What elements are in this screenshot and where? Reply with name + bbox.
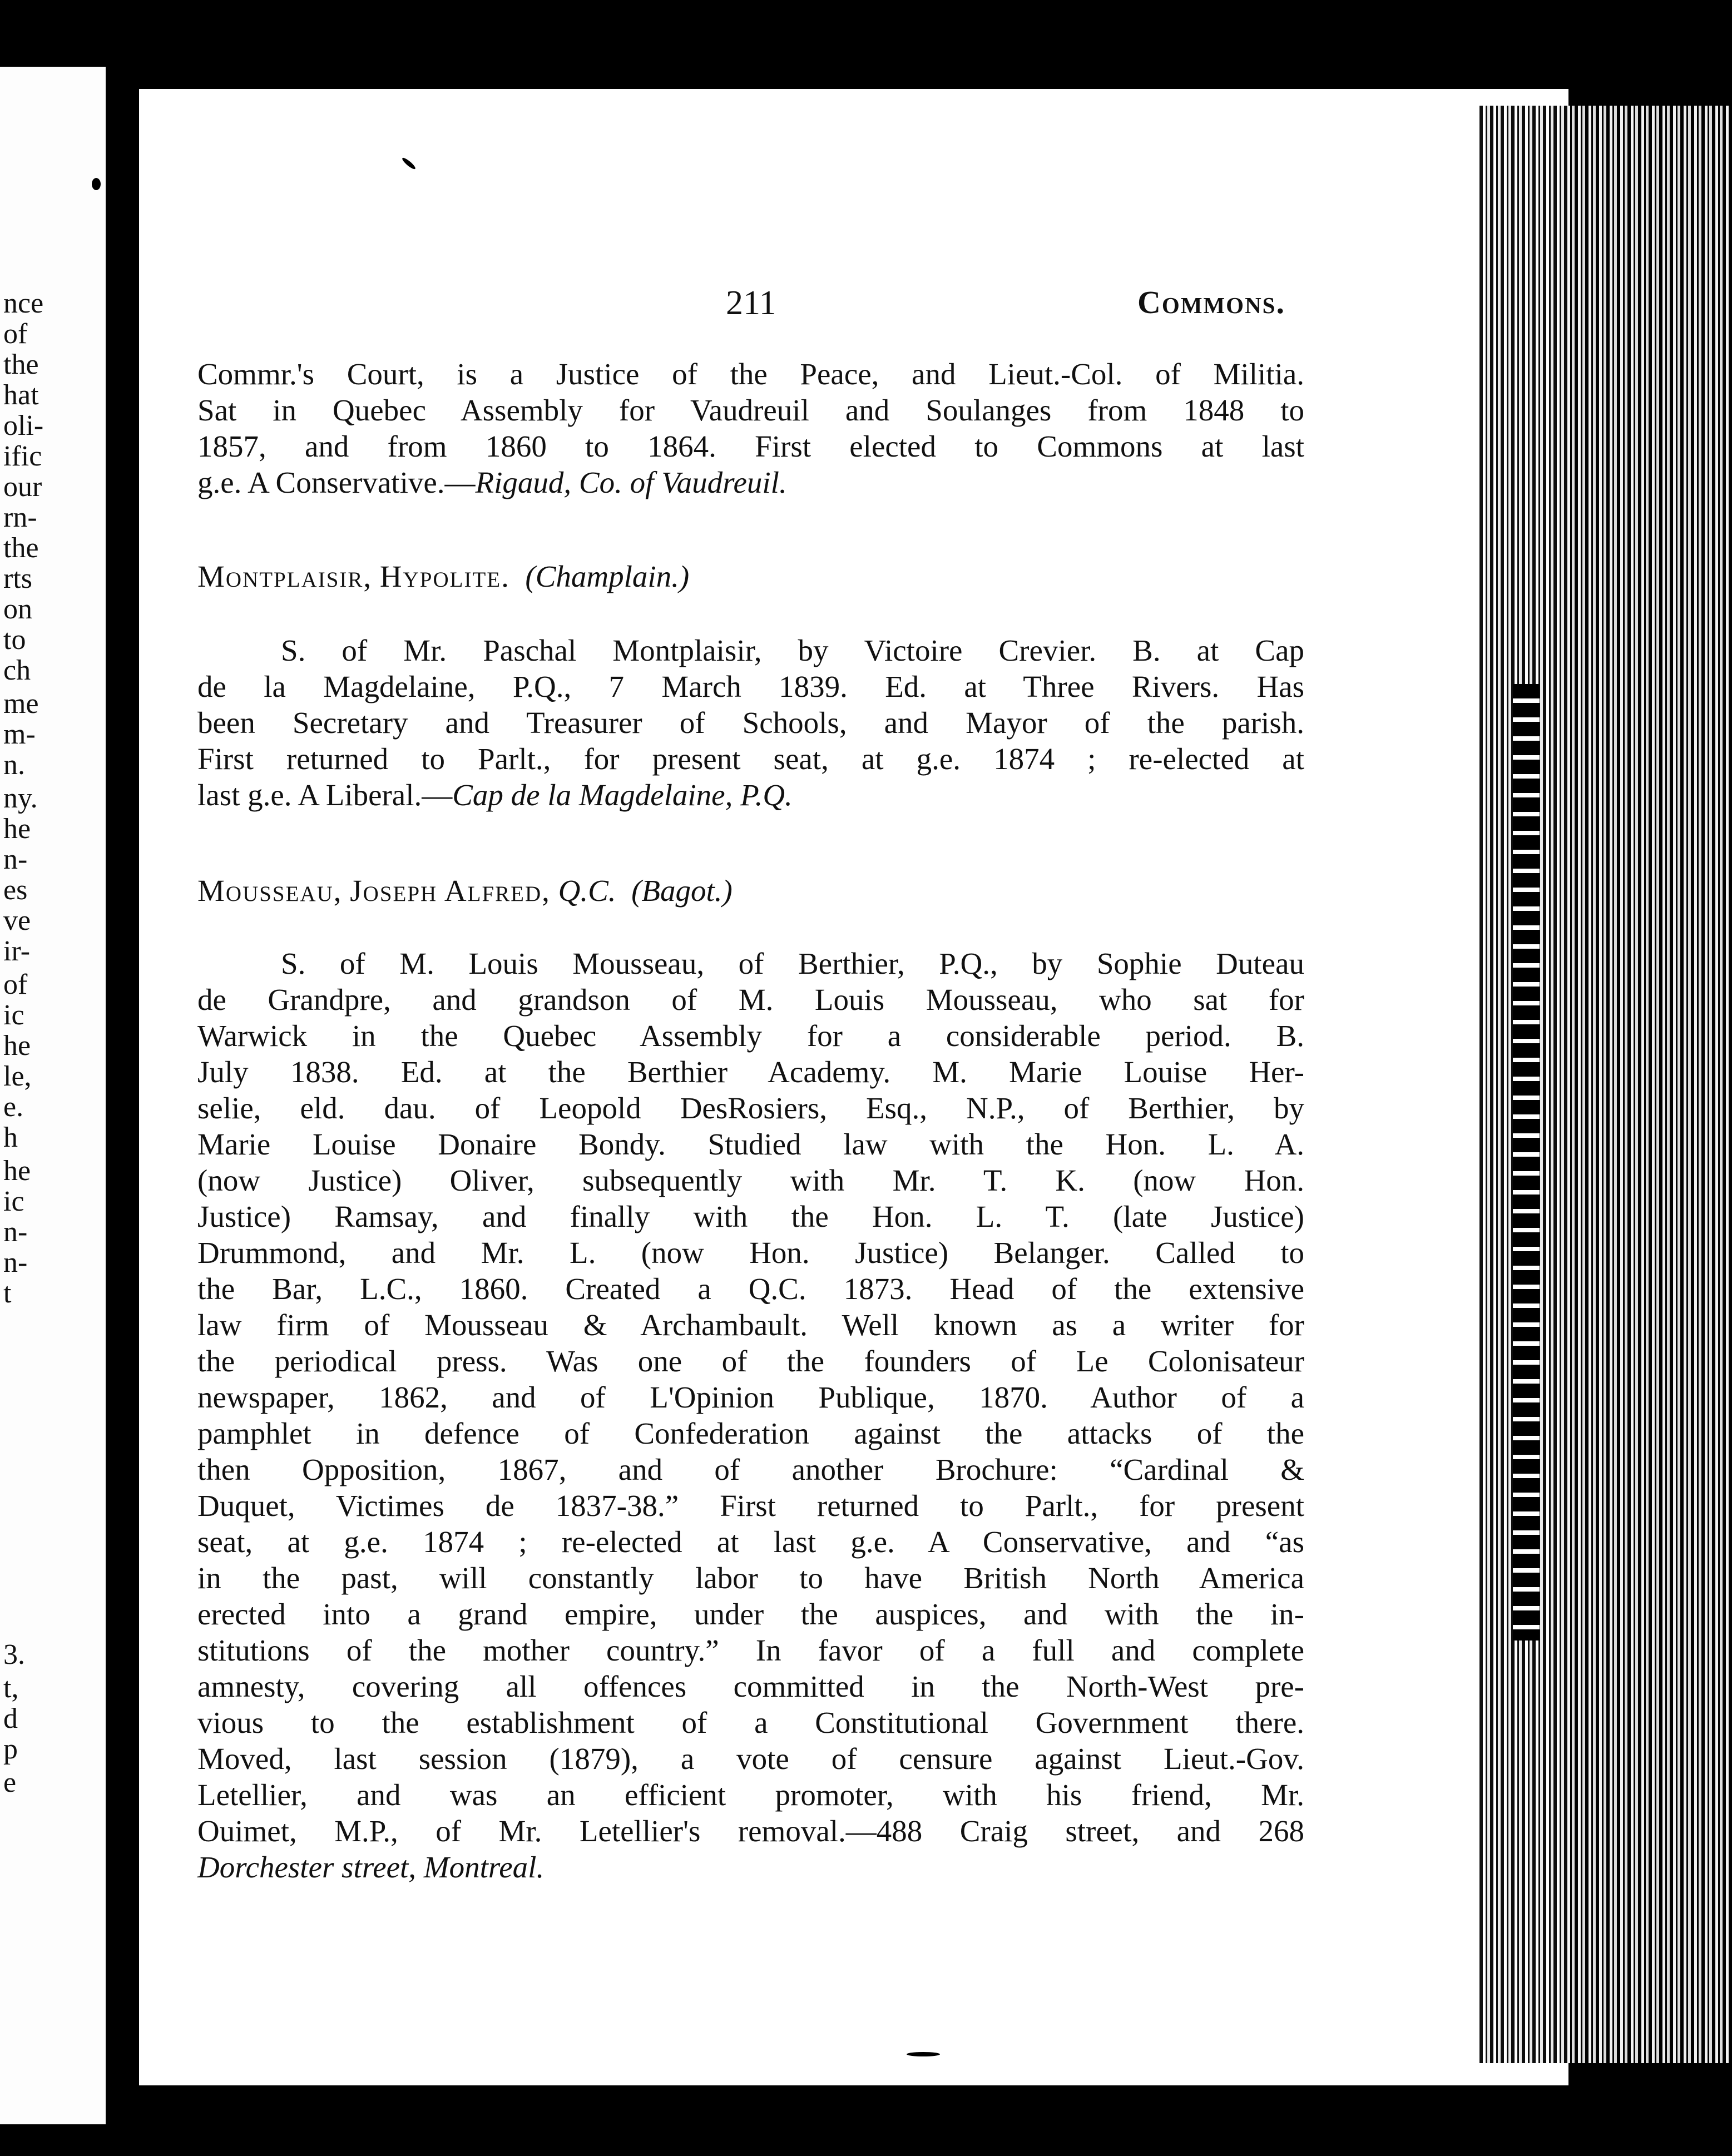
text-segment: last g.e. A Liberal.— [197,778,453,812]
text-line [197,777,1304,813]
fragment-text: ir- [3,935,31,967]
fragment-text: on [3,593,32,625]
fragment-text: ic [3,1186,24,1217]
text-line: pamphlet in defence of Confederation against the attacks of the [197,1416,1304,1450]
fragment-text: p [3,1733,18,1765]
entry-title: Q.C. [558,874,616,908]
text-line: vious to the establishment of a Constitutional Government there. [197,1706,1304,1739]
text-line: Commr.'s Court, is a Justice of the Peace, and Lieut.-Col. of Militia. [197,357,1304,391]
fragment-text: ic [3,999,24,1031]
text-line: Letellier, and was an efficient promoter, with his friend, Mr. [197,1778,1304,1812]
text-line: then Opposition, 1867, and of another Brochure: “Cardinal & [197,1453,1304,1486]
fragment-text: es [3,874,28,906]
text-line: July 1838. Ed. at the Berthier Academy. M. Marie Louise Her- [197,1055,1304,1089]
text-line: stitutions of the mother country.” In favor of a full and complete [197,1633,1304,1667]
fragment-text: our [3,471,42,503]
text-line: de la Magdelaine, P.Q., 7 March 1839. Ed. at Three Rivers. Has [197,670,1304,703]
text-segment: g.e. A Conservative.— [197,465,476,499]
adjacent-page-fragment [0,67,106,2124]
fragment-text: t, [3,1672,19,1704]
fragment-text: the [3,532,39,564]
fragment-text: e [3,1767,17,1798]
text-line: 1857, and from 1860 to 1864. First elected to Commons at last [197,429,1304,463]
text-line: Duquet, Victimes de 1837-38.” First returned to Parlt., for present [197,1489,1304,1523]
text-line: S. of M. Louis Mousseau, of Berthier, P.Q., by Sophie Duteau [281,946,1304,980]
fragment-text: oli- [3,410,44,442]
fragment-text: e. [3,1091,24,1123]
entry-surname: Montplaisir, [197,559,373,593]
address: Cap de la Magdelaine, P.Q. [452,778,793,812]
entry-heading [197,559,689,594]
fragment-text: of [3,969,28,1000]
text-line: (now Justice) Oliver, subsequently with Mr. T. K. (now Hon. [197,1163,1304,1197]
page-gutter [106,67,139,2124]
text-line: amnesty, covering all offences committed in the North-West pre- [197,1669,1304,1703]
fragment-text: ny. [3,782,38,814]
text-line: Ouimet, M.P., of Mr. Letellier's removal.—488 Craig street, and 268 [197,1814,1304,1848]
fragment-text: 3. [3,1639,25,1671]
entry-constituency: (Bagot.) [631,874,733,908]
text-line: Marie Louise Donaire Bondy. Studied law with the Hon. L. A. [197,1127,1304,1161]
fragment-text: he [3,1155,31,1187]
entry-body [197,945,1304,1885]
entry-given-names: Joseph Alfred, [350,874,551,908]
fragment-text: hat [3,379,39,411]
text-line: Sat in Quebec Assembly for Vaudreuil and Soulanges from 1848 to [197,393,1304,427]
text-line: seat, at g.e. 1874 ; re-elected at last g.e. A Conservative, and “as [197,1525,1304,1559]
scan-speck [92,178,101,190]
text-line: S. of Mr. Paschal Montplaisir, by Victoire Crevier. B. at Cap [281,633,1304,667]
fragment-text: n- [3,1216,28,1248]
text-line: First returned to Parlt., for present seat, at g.e. 1874 ; re-elected at [197,742,1304,776]
text-line: Warwick in the Quebec Assembly for a considerable period. B. [197,1019,1304,1053]
fragment-text: n- [3,844,28,875]
fragment-text: he [3,813,31,845]
fragment-text: the [3,349,39,380]
fragment-text: nce [3,288,44,319]
library-stamp [1513,684,1540,1640]
text-line [197,464,1304,500]
fragment-text: n- [3,1247,28,1278]
fragment-text: rn- [3,502,37,533]
entry-surname: Mousseau, [197,874,343,908]
fragment-text: me [3,688,39,720]
text-line: the Bar, L.C., 1860. Created a Q.C. 1873. Head of the extensive [197,1272,1304,1306]
text-line: selie, eld. dau. of Leopold DesRosiers, Esq., N.P., of Berthier, by [197,1091,1304,1125]
fragment-text: ch [3,655,31,686]
text-line: newspaper, 1862, and of L'Opinion Publique, 1870. Author of a [197,1380,1304,1414]
entry-given-names: Hypolite. [379,559,510,593]
fragment-text: ve [3,905,31,936]
scan-speck [907,2052,940,2056]
fragment-text: ific [3,440,42,472]
address: Rigaud, Co. of Vaudreuil. [475,465,787,499]
fragment-text: to [3,624,26,656]
text-line: Justice) Ramsay, and finally with the Hon. L. T. (late Justice) [197,1200,1304,1233]
fragment-text: of [3,318,28,350]
fragment-text: d [3,1703,18,1734]
text-line: been Secretary and Treasurer of Schools, and Mayor of the parish. [197,706,1304,740]
fragment-text: he [3,1030,31,1062]
address: Dorchester street, Montreal. [197,1850,545,1884]
text-line: de Grandpre, and grandson of M. Louis Mousseau, who sat for [197,983,1304,1017]
text-line: Moved, last session (1879), a vote of censure against Lieut.-Gov. [197,1742,1304,1776]
text-line: erected into a grand empire, under the auspices, and with the in- [197,1597,1304,1631]
fragment-text: h [3,1122,18,1153]
running-head: Commons. [1137,284,1285,320]
fragment-text: n. [3,749,25,781]
continued-entry [197,356,1304,500]
entry-heading [197,873,733,908]
text-line: the periodical press. Was one of the founders of Le Colonisateur [197,1344,1304,1378]
text-line: law firm of Mousseau & Archambault. Well known as a writer for [197,1308,1304,1342]
fragment-text: rts [3,563,32,594]
text-line: in the past, will constantly labor to have British North America [197,1561,1304,1595]
fragment-text: t [3,1277,12,1309]
page-number: 211 [726,284,776,322]
entry-constituency: (Champlain.) [525,559,690,593]
entry-body [197,632,1304,813]
fragment-text: le, [3,1060,32,1092]
fragment-text: m- [3,718,36,750]
text-line: Drummond, and Mr. L. (now Hon. Justice) Belanger. Called to [197,1236,1304,1270]
